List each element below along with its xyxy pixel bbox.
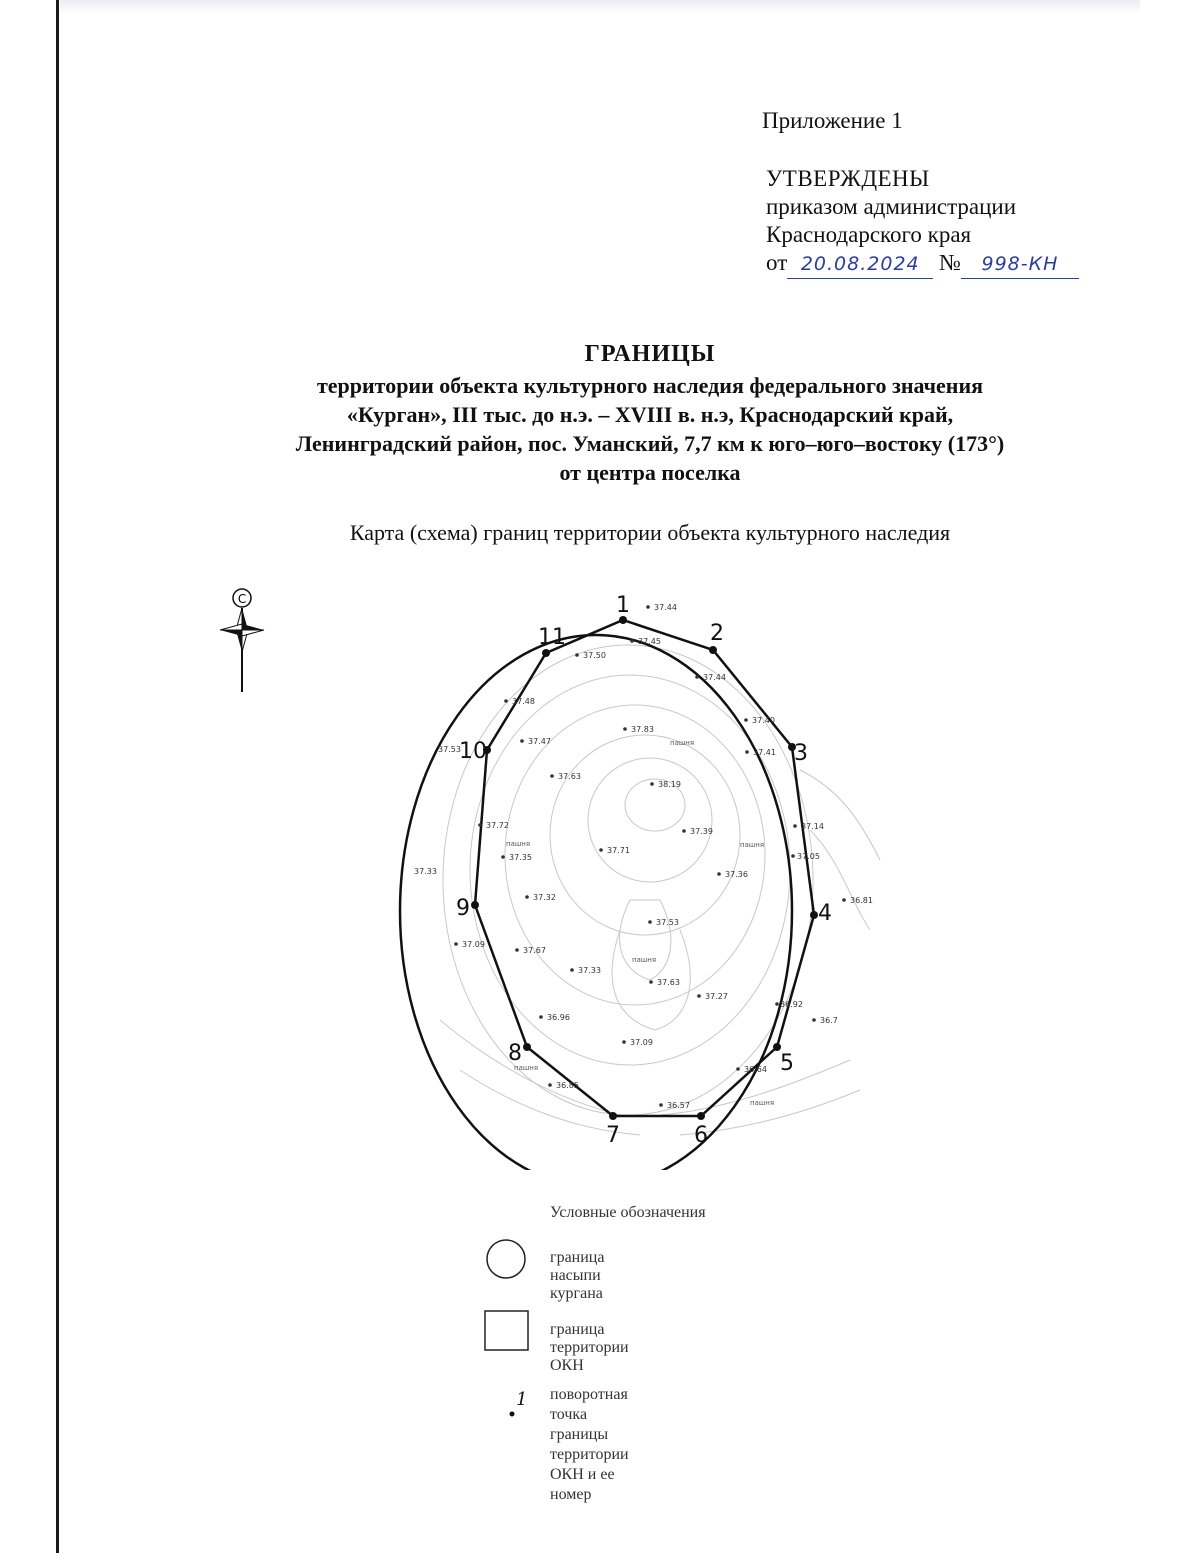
document-title-block <box>150 340 1150 487</box>
elevation-mark <box>622 1038 653 1047</box>
title-line-3: Ленинградский район, пос. Уманский, 7,7 км к юго–юго–востоку (173°) <box>295 431 1005 456</box>
elevation-mark <box>775 1000 803 1009</box>
approved-line-1: приказом администрации <box>766 194 1017 219</box>
elevation-mark <box>501 853 532 862</box>
turning-point <box>508 1041 531 1066</box>
elevation-mark <box>649 978 680 987</box>
elevation-mark <box>414 867 437 876</box>
elevation-mark <box>454 940 485 949</box>
svg-text:36.96: 36.96 <box>547 1013 570 1022</box>
compass-north-letter: С <box>237 592 247 606</box>
turning-point <box>788 741 808 766</box>
legend-point-label-line-1: поворотная точка границы <box>550 1386 628 1443</box>
svg-text:2: 2 <box>710 621 724 646</box>
boundary-map <box>200 570 900 1170</box>
field-label: пашня <box>514 1064 539 1072</box>
turning-point <box>606 1112 620 1148</box>
svg-text:37.71: 37.71 <box>607 846 630 855</box>
svg-text:36.92: 36.92 <box>780 1000 803 1009</box>
turning-point <box>694 1112 708 1148</box>
field-label: пашня <box>670 739 695 747</box>
page-left-edge <box>56 0 59 1553</box>
document-title: ГРАНИЦЫ <box>584 341 716 367</box>
elevation-mark <box>812 1016 838 1025</box>
turning-point <box>538 625 566 657</box>
legend-point-icon <box>504 1385 534 1425</box>
elevation-mark <box>646 603 677 612</box>
elevation-mark <box>599 846 630 855</box>
svg-text:37.33: 37.33 <box>414 867 437 876</box>
svg-text:37.53: 37.53 <box>438 745 461 754</box>
svg-text:37.09: 37.09 <box>630 1038 653 1047</box>
turning-point <box>616 593 630 624</box>
svg-text:37.63: 37.63 <box>657 978 680 987</box>
svg-text:36.7: 36.7 <box>820 1016 838 1025</box>
appendix-label: Приложение 1 <box>762 108 903 133</box>
legend-territory-label: граница территории ОКН <box>550 1321 629 1374</box>
svg-text:37.09: 37.09 <box>462 940 485 949</box>
elevation-mark <box>504 697 535 706</box>
elevation-mark <box>717 870 748 879</box>
svg-text:37.32: 37.32 <box>533 893 556 902</box>
turning-point <box>773 1043 794 1076</box>
approved-line-2: Краснодарского края <box>766 222 972 247</box>
svg-text:8: 8 <box>508 1041 522 1066</box>
elevation-mark <box>525 893 556 902</box>
legend-point-label-line-2: территории ОКН и ее номер <box>550 1446 629 1503</box>
svg-text:7: 7 <box>606 1123 620 1148</box>
elevation-mark <box>548 1081 579 1090</box>
svg-text:36.85: 36.85 <box>556 1081 579 1090</box>
date-prefix: от <box>766 250 788 275</box>
svg-text:37.39: 37.39 <box>690 827 713 836</box>
elevation-mark <box>570 966 601 975</box>
svg-text:37.83: 37.83 <box>631 725 654 734</box>
legend-title: Условные обозначения <box>550 1204 706 1221</box>
elevation-mark <box>793 822 824 831</box>
elevation-mark <box>478 821 509 830</box>
title-line-1: территории объекта культурного наследия федерального значения <box>316 373 984 398</box>
svg-text:5: 5 <box>780 1051 794 1076</box>
field-labels <box>506 739 774 1107</box>
elevation-mark <box>520 737 551 746</box>
elevation-mark <box>515 946 546 955</box>
svg-text:37.35: 37.35 <box>509 853 532 862</box>
svg-text:37.48: 37.48 <box>512 697 535 706</box>
svg-text:37.40: 37.40 <box>752 716 775 725</box>
title-line-2: «Курган», III тыс. до н.э. – XVIII в. н.э, Краснодарский край, <box>346 402 954 427</box>
approved-date-number-line <box>766 249 1079 279</box>
compass-rose-icon <box>220 589 264 692</box>
scan-artifact-top <box>60 0 1140 14</box>
approval-block <box>766 165 1079 279</box>
svg-text:11: 11 <box>538 625 566 650</box>
elevation-mark <box>539 1013 570 1022</box>
svg-text:37.05: 37.05 <box>797 852 820 861</box>
elevation-mark <box>650 780 681 789</box>
number-prefix: № <box>939 250 961 275</box>
turning-point <box>459 739 491 764</box>
svg-text:36.81: 36.81 <box>850 896 873 905</box>
elevation-mark <box>648 918 679 927</box>
field-label: пашня <box>750 1099 775 1107</box>
field-label: пашня <box>632 956 657 964</box>
legend-point-label <box>550 1385 629 1505</box>
legend-point-sample: 1 <box>516 1389 528 1410</box>
elevation-mark <box>745 748 776 757</box>
svg-text:36.64: 36.64 <box>744 1065 767 1074</box>
svg-text:37.41: 37.41 <box>753 748 776 757</box>
elevation-mark <box>744 716 775 725</box>
svg-text:10: 10 <box>459 739 487 764</box>
svg-text:37.45: 37.45 <box>638 637 661 646</box>
elevation-mark <box>659 1101 690 1110</box>
svg-text:37.67: 37.67 <box>523 946 546 955</box>
legend-square-icon <box>484 1310 530 1352</box>
title-line-4: от центра поселка <box>559 460 741 485</box>
legend-circle-icon <box>484 1237 528 1281</box>
svg-text:37.33: 37.33 <box>578 966 601 975</box>
svg-text:37.47: 37.47 <box>528 737 551 746</box>
handwritten-date: 20.08.2024 <box>787 250 933 279</box>
elevation-mark <box>842 896 873 905</box>
elevation-mark <box>575 651 606 660</box>
svg-text:9: 9 <box>456 896 470 921</box>
elevation-mark <box>791 852 820 861</box>
map-caption: Карта (схема) границ территории объекта культурного наследия <box>349 520 951 545</box>
svg-text:37.14: 37.14 <box>801 822 824 831</box>
approved-heading: УТВЕРЖДЕНЫ <box>766 166 930 191</box>
svg-text:37.72: 37.72 <box>486 821 509 830</box>
svg-text:37.53: 37.53 <box>656 918 679 927</box>
svg-text:3: 3 <box>794 741 808 766</box>
field-label: пашня <box>740 841 765 849</box>
svg-text:37.36: 37.36 <box>725 870 748 879</box>
svg-text:37.27: 37.27 <box>705 992 728 1001</box>
legend-mound-label: граница насыпи кургана <box>550 1249 605 1302</box>
svg-text:37.44: 37.44 <box>703 673 726 682</box>
svg-text:6: 6 <box>694 1123 708 1148</box>
svg-text:37.50: 37.50 <box>583 651 606 660</box>
svg-text:38.19: 38.19 <box>658 780 681 789</box>
handwritten-number: 998-КН <box>961 250 1079 279</box>
elevation-mark <box>550 772 581 781</box>
svg-text:4: 4 <box>818 901 832 926</box>
field-label: пашня <box>506 840 531 848</box>
elevation-mark <box>438 745 461 754</box>
elevation-mark <box>697 992 728 1001</box>
svg-text:1: 1 <box>616 593 630 618</box>
elevation-mark <box>623 725 654 734</box>
svg-text:37.44: 37.44 <box>654 603 677 612</box>
svg-text:37.63: 37.63 <box>558 772 581 781</box>
turning-point <box>709 621 724 654</box>
svg-text:36.57: 36.57 <box>667 1101 690 1110</box>
elevation-marks <box>414 603 873 1110</box>
elevation-mark <box>682 827 713 836</box>
